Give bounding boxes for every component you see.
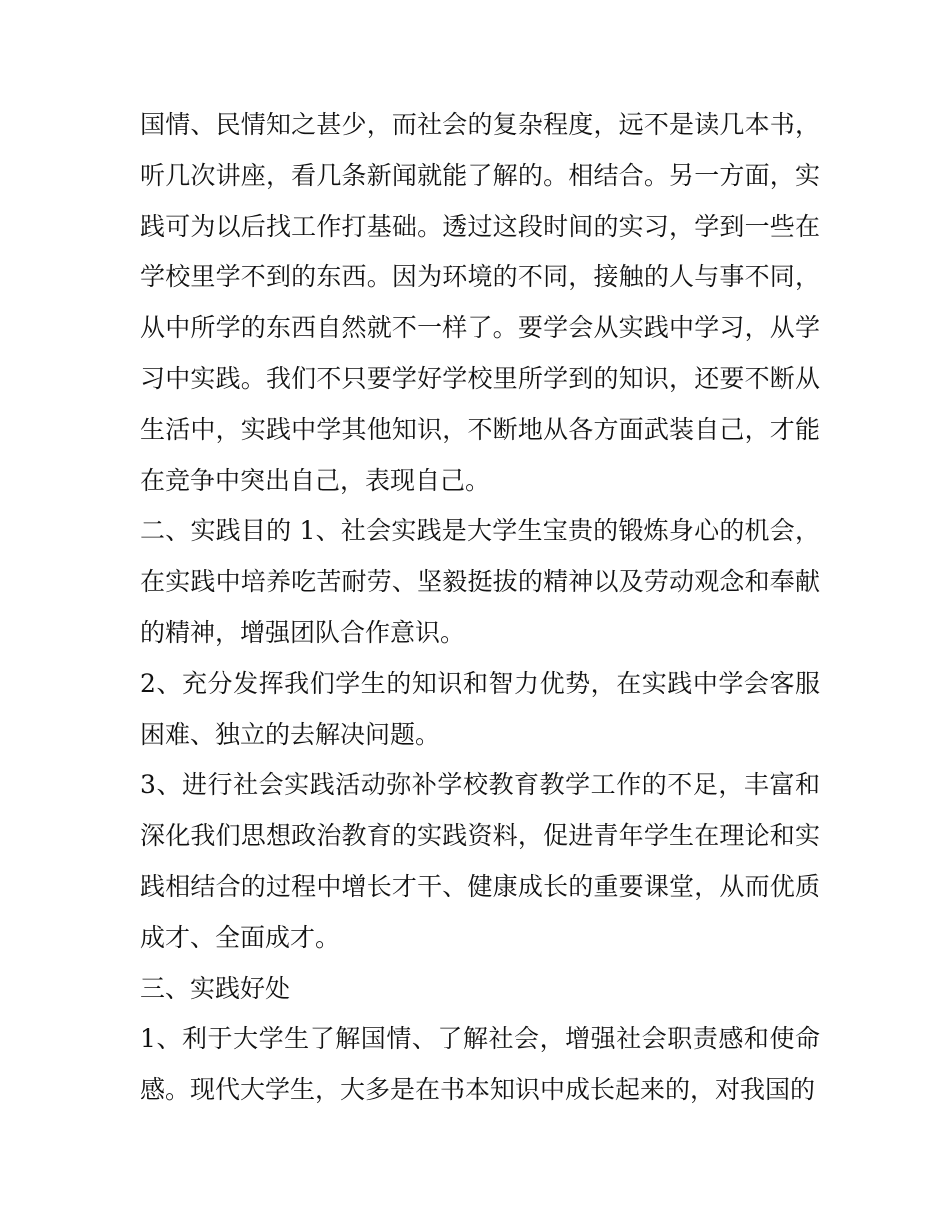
paragraph-purpose-item-3: 3、进行社会实践活动弥补学校教育教学工作的不足，丰富和深化我们思想政治教育的实践资料，促进青年学生在理论和实践相结合的过程中增长才干、健康成长的重要课堂，从而优质成才、全面成才。 bbox=[140, 770, 820, 952]
paragraph-purpose-item-2: 2、充分发挥我们学生的知识和智力优势，在实践中学会客服困难、独立的去解决问题。 bbox=[140, 668, 820, 749]
paragraph-section-two-purpose: 二、实践目的 1、社会实践是大学生宝贵的锻炼身心的机会，在实践中培养吃苦耐劳、坚毅挺拔的精神以及劳动观念和奉献的精神，增强团队合作意识。 bbox=[140, 516, 820, 647]
document-body bbox=[140, 100, 820, 1116]
paragraph-benefits-item-1: 1、利于大学生了解国情、了解社会，增强社会职责感和使命感。现代大学生，大多是在书本知识中成长起来的，对我国的 bbox=[140, 1024, 820, 1105]
section-heading-benefits: 三、实践好处 bbox=[140, 973, 291, 1003]
paragraph-continuation: 国情、民情知之甚少，而社会的复杂程度，远不是读几本书，听几次讲座，看几条新闻就能了解的。相结合。另一方面，实践可为以后找工作打基础。透过这段时间的实习，学到一些在学校里学不到的东西。因为环境的不同，接触的人与事不同，从中所学的东西自然就不一样了。要学会从实践中学习，从学习中实践。我们不只要学好学校里所学到的知识，还要不断从生活中，实践中学其他知识，不断地从各方面武装自己，才能在竞争中突出自己，表现自己。 bbox=[140, 110, 820, 495]
